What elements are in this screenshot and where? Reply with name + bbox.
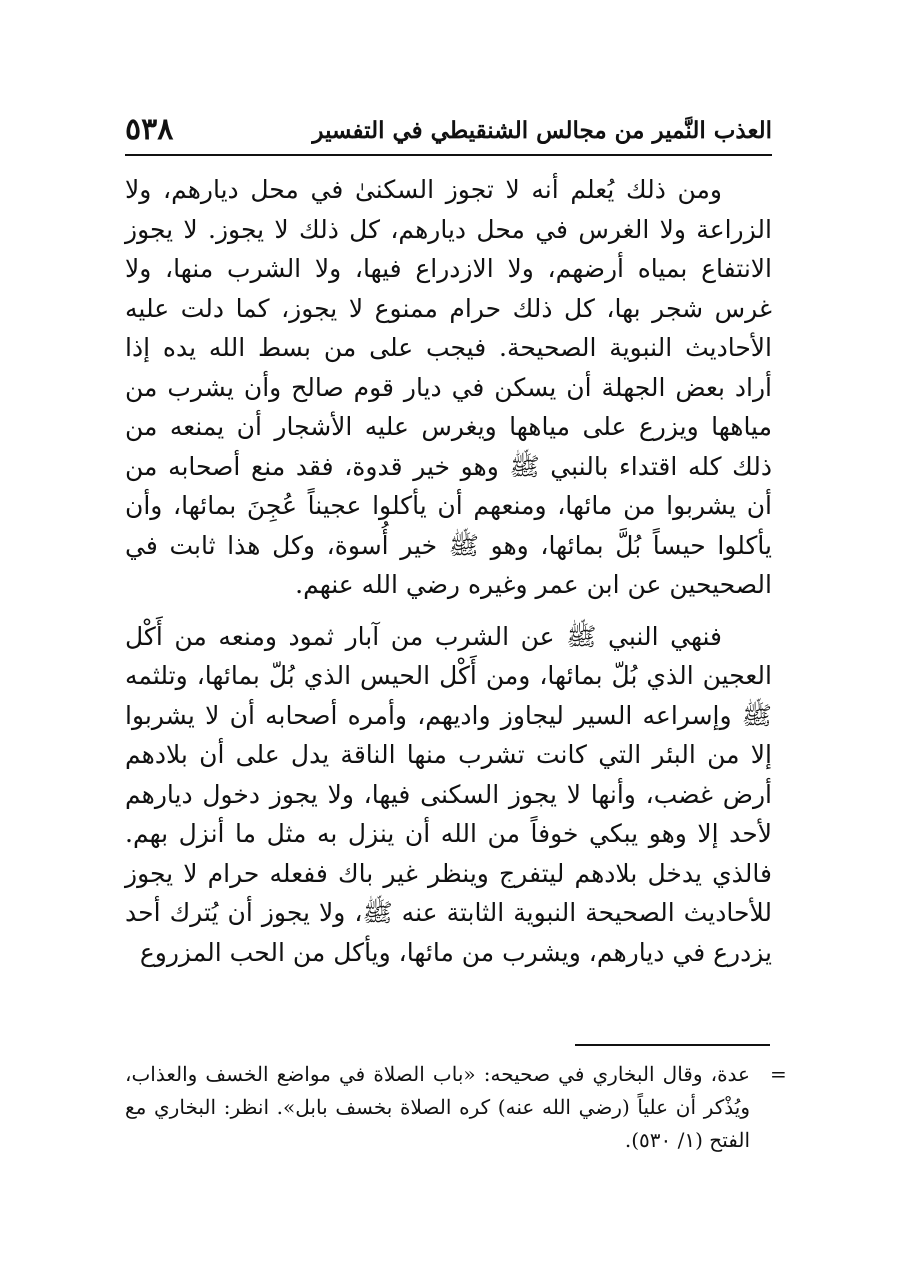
paragraph-1: ومن ذلك يُعلم أنه لا تجوز السكنىٰ في محل ديارهم، ولا الزراعة ولا الغرس في محل ديارهم، كل ذلك لا يجوز. لا يجوز الانتفاع بمياه أرضهم، ولا الازدراع فيها، ولا الشرب منها، ولا غرس شجر بها، كل ذلك حرام ممنوع لا يجوز، كما دلت عليه الأحاديث النبوية الصحيحة. فيجب على من بسط الله يده إذا أراد بعض الجهلة أن يسكن في ديار قوم صالح وأن يشرب من مياهها ويزرع على مياهها ويغرس عليه الأشجار أن يمنعه من ذلك كله اقتداء بالنبي ﷺ وهو خير قدوة، فقد منع أصحابه من أن يشربوا من مائها، ومنعهم أن يأكلوا عجيناً عُجِنَ بمائها، وأن يأكلوا حيساً بُلَّ بمائها، وهو ﷺ خير أُسوة، وكل هذا ثابت في الصحيحين عن ابن عمر وغيره رضي الله عنهم. bbox=[125, 175, 772, 599]
paragraph-2: فنهي النبي ﷺ عن الشرب من آبار ثمود ومنعه من أَكْل العجين الذي بُلّ بمائها، ومن أَكْل الحيس الذي بُلّ بمائها، وتلثمه ﷺ وإسراعه السير ليجاوز واديهم، وأمره أصحابه أن لا يشربوا إلا من البئر التي كانت تشرب منها الناقة يدل على أن بلادهم أرض غضب، وأنها لا يجوز السكنى فيها، ولا يجوز دخول ديارهم لأحد إلا وهو يبكي خوفاً من الله أن ينزل به مثل ما أنزل بهم. فالذي يدخل بلادهم ليتفرج وينظر غير باك ففعله حرام لا يجوز للأحاديث الصحيحة النبوية الثابتة عنه ﷺ، ولا يجوز أن يُترك أحد يزدرع في ديارهم، ويشرب من مائها، ويأكل من الحب المزروع bbox=[125, 621, 772, 967]
running-title: العذب النَّمير من مجالس الشنقيطي في التفسير bbox=[312, 117, 772, 144]
page-header bbox=[125, 108, 772, 156]
page-number: ٥٣٨ bbox=[125, 112, 174, 147]
footnote-continuation-mark: = bbox=[770, 1062, 787, 1086]
main-text bbox=[125, 170, 772, 972]
footnote: عدة، وقال البخاري في صحيحه: «باب الصلاة في مواضع الخسف والعذاب، ويُذْكر أن علياً (رضي الله عنه) كره الصلاة بخسف بابل». انظر: البخاري مع الفتح (١/ ٥٣٠). bbox=[125, 1062, 750, 1152]
footnote-separator bbox=[575, 1044, 770, 1046]
